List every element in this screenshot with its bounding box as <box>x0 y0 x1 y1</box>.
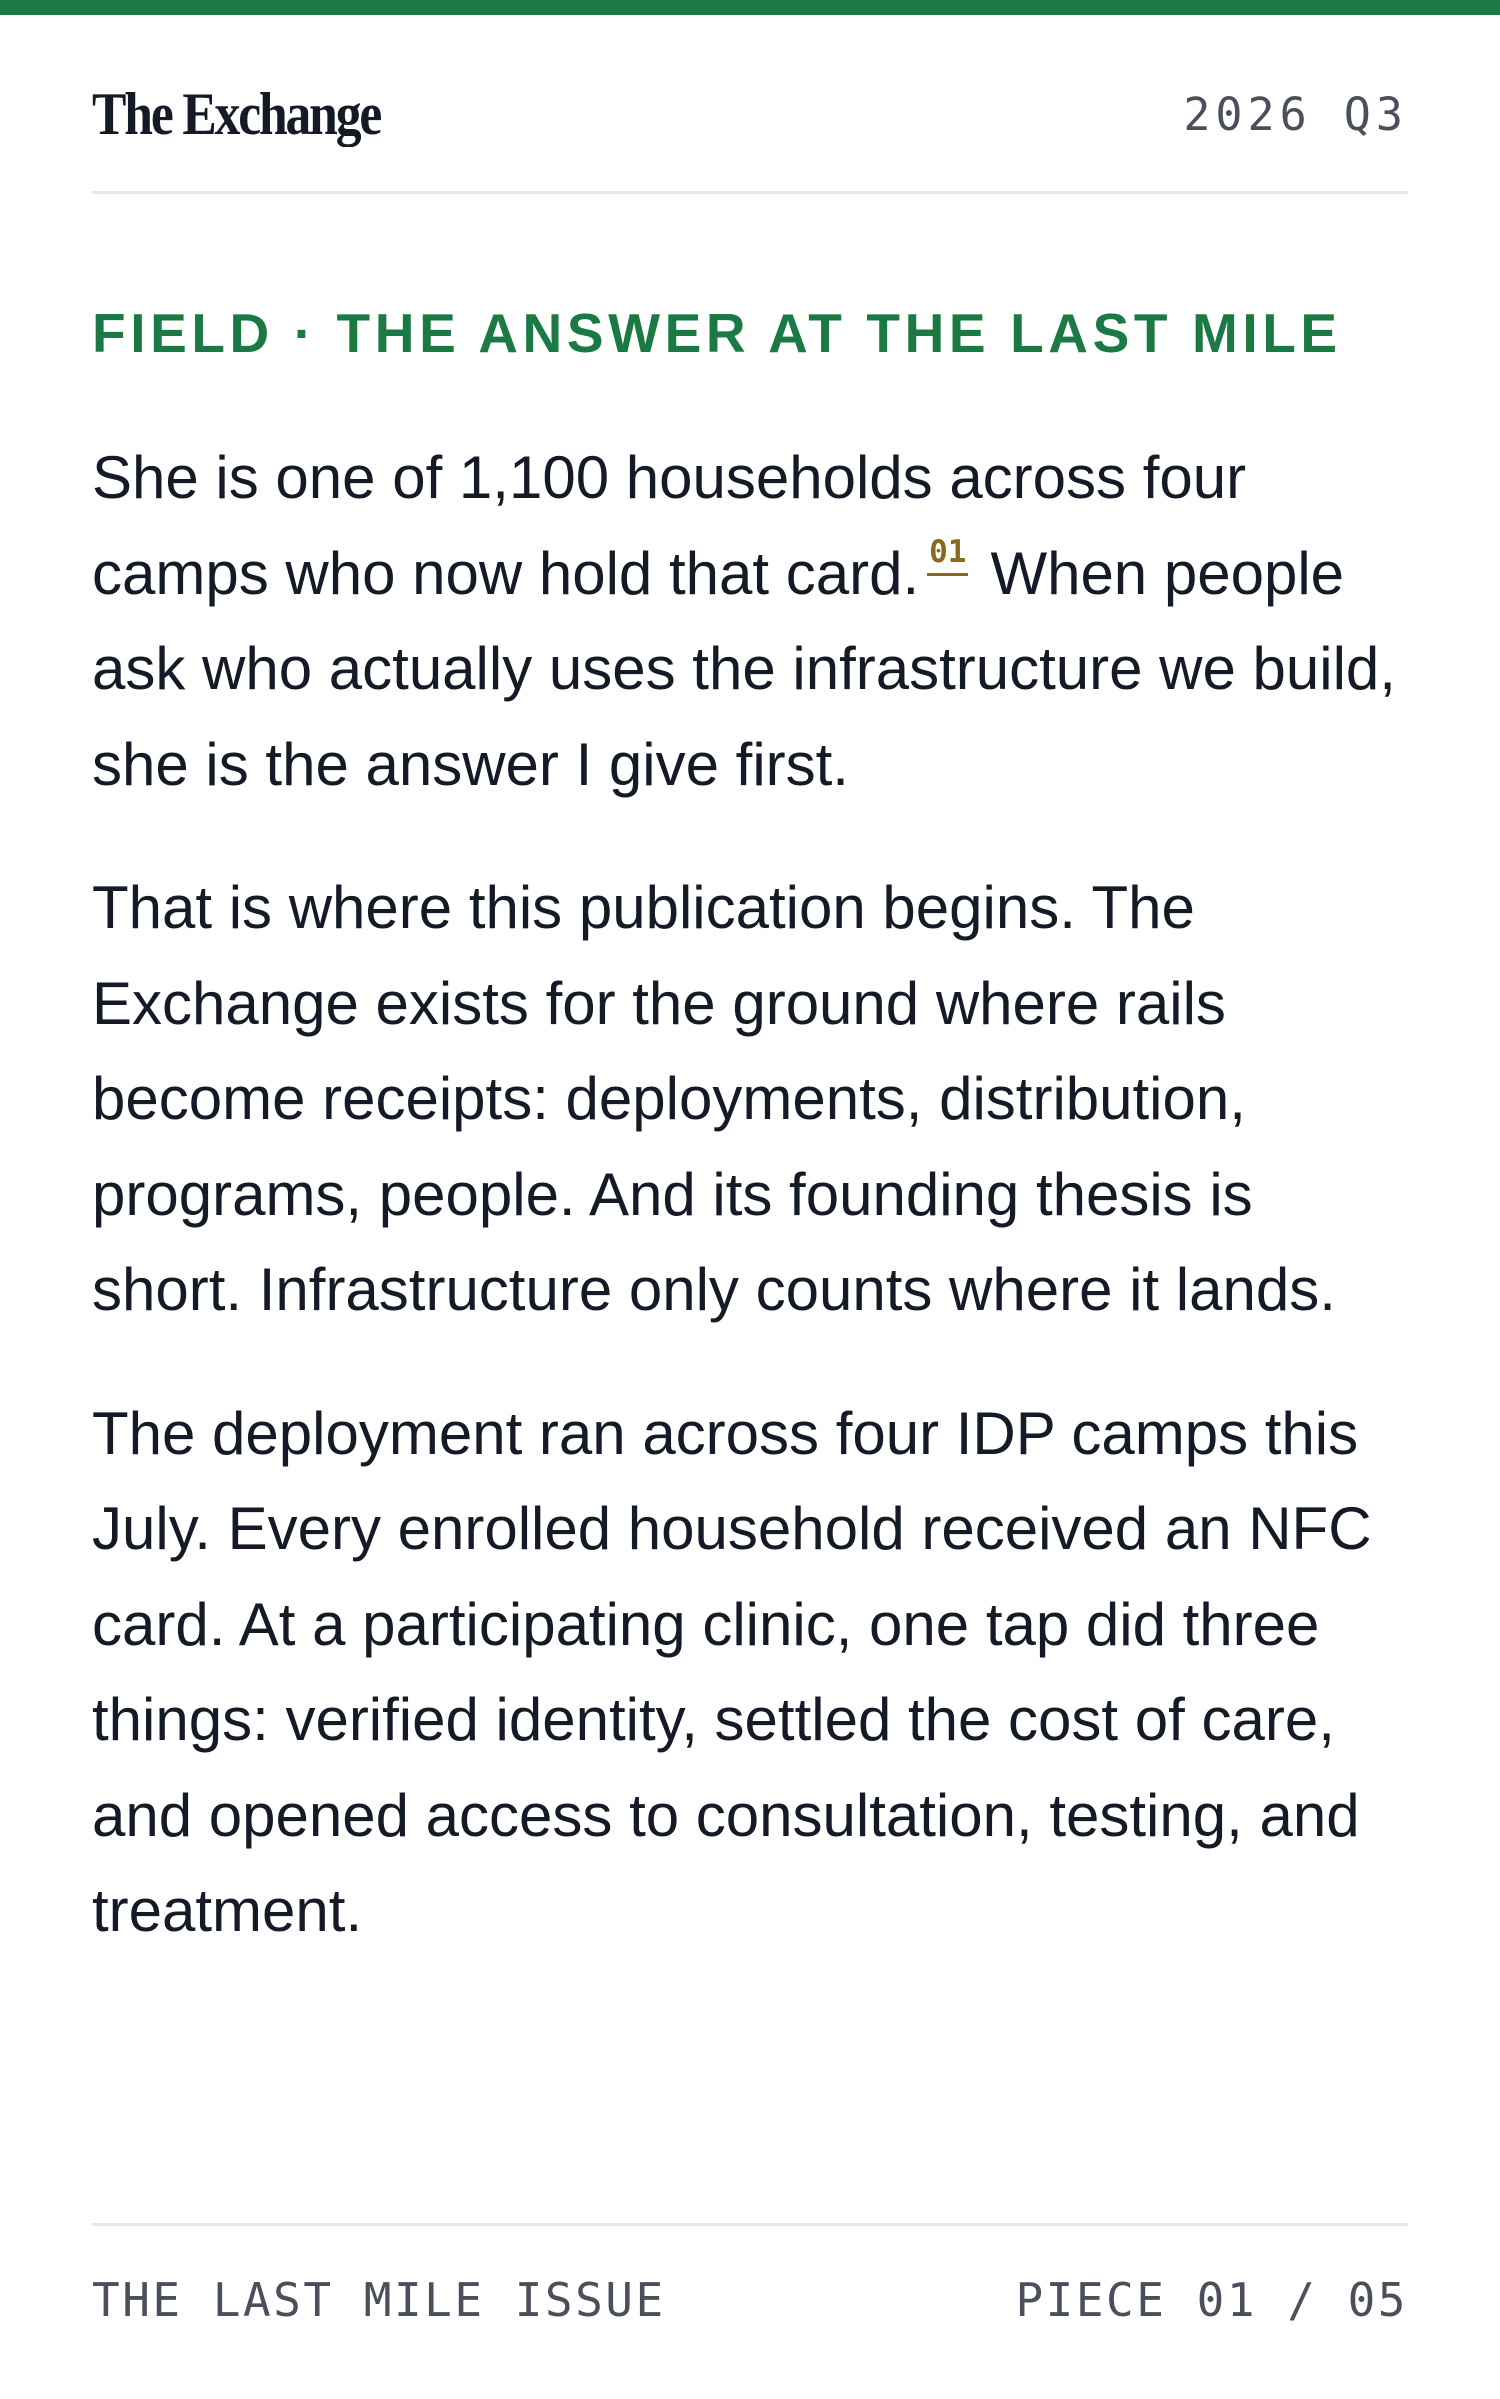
top-accent-bar <box>0 0 1500 15</box>
piece-counter: PIECE 01 / 05 <box>1015 2273 1408 2327</box>
paragraph-3: The deployment ran across four IDP camps this July. Every enrolled household received an NFC card. At a participating clinic, one tap did three things: verified identity, settled the cost of care, and opened access to consultation, testing, and treatment. <box>92 1399 1372 1944</box>
paragraph-2: That is where this publication begins. The Exchange exists for the ground where rails become receipts: deployments, distribution, programs, people. And its founding thesis is short. Infrastructure only counts where it lands. <box>92 874 1336 1323</box>
paragraph-1-text-a: She is one of 1,100 households across four camps who now hold that card. <box>92 444 1247 607</box>
paragraph-1-text-b: When people ask who actually uses the infrastructure we build, she is the answer I give first. <box>92 539 1396 798</box>
issue-date: 2026 Q3 <box>1183 88 1408 141</box>
publication-logo[interactable]: The Exchange <box>92 81 381 147</box>
paragraph-1 <box>92 430 1408 812</box>
article-body <box>92 430 1408 1959</box>
issue-name: THE LAST MILE ISSUE <box>92 2273 666 2327</box>
footer-divider <box>92 2223 1408 2226</box>
footnote-link[interactable]: 01 <box>927 534 968 576</box>
section-kicker: FIELD · THE ANSWER AT THE LAST MILE <box>92 302 1342 364</box>
masthead <box>92 78 1408 150</box>
header-divider <box>92 191 1408 194</box>
